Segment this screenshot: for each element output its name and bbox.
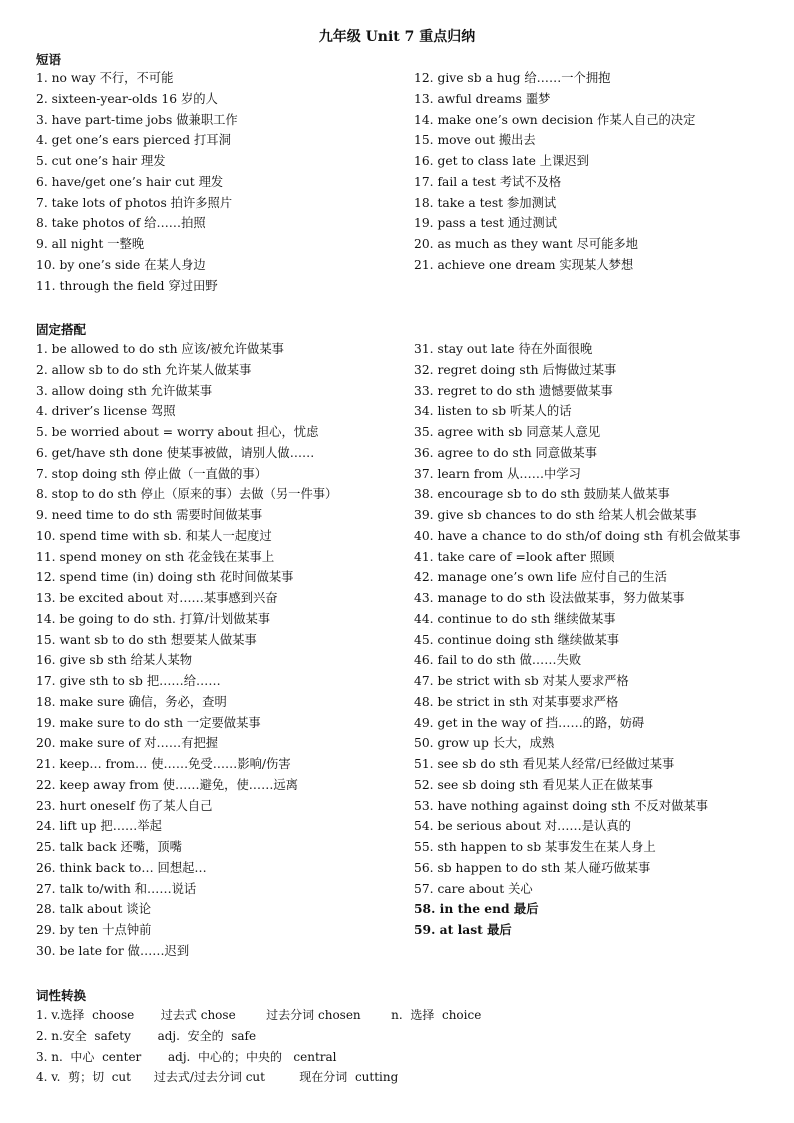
- list-item: 10. spend time with sb. 和某人一起度过: [36, 528, 272, 543]
- list-item: 41. take care of =look after 照顾: [414, 549, 615, 564]
- list-item: 14. make one’s own decision 作某人自己的决定: [414, 112, 696, 127]
- collocations-left-list: [36, 339, 337, 962]
- list-item: 3. allow doing sth 允许做某事: [36, 383, 213, 398]
- list-item: 26. think back to… 回想起…: [36, 860, 207, 875]
- list-item: 35. agree with sb 同意某人意见: [414, 425, 601, 439]
- list-item: 5. cut one’s hair 理发: [36, 154, 166, 168]
- list-item: 16. get to class late 上课迟到: [414, 154, 589, 168]
- list-item: 11. through the field 穿过田野: [36, 278, 218, 293]
- list-item: 16. give sb sth 给某人某物: [36, 653, 193, 668]
- phrases-heading: 短语: [36, 52, 62, 67]
- list-item: 9. all night 一整晚: [36, 237, 145, 251]
- collocations-heading: 固定搭配: [36, 322, 87, 337]
- list-item: 53. have nothing against doing sth 不反对做某事: [414, 798, 708, 813]
- list-item: 21. achieve one dream 实现某人梦想: [414, 257, 634, 272]
- list-item: 19. pass a test 通过测试: [414, 216, 558, 231]
- list-item: 2. sixteen-year-olds 16 岁的人: [36, 91, 218, 106]
- conversion-list: [36, 1005, 481, 1088]
- list-item: 4. get one’s ears pierced 打耳洞: [36, 133, 231, 148]
- list-item: 2. n.安全 safety adj. 安全的 safe: [36, 1028, 257, 1043]
- conversion-heading: 词性转换: [36, 988, 87, 1003]
- list-item: 46. fail to do sth 做……失败: [414, 653, 582, 668]
- list-item: 4. v. 剪；切 cut 过去式/过去分词 cut 现在分词 cutting: [36, 1070, 399, 1085]
- list-item: 2. allow sb to do sth 允许某人做某事: [36, 362, 252, 377]
- list-item: 18. make sure 确信，务必，查明: [36, 694, 227, 709]
- list-item: 44. continue to do sth 继续做某事: [414, 611, 616, 626]
- list-item: 58. in the end 最后: [414, 901, 539, 917]
- list-item: 7. stop doing sth 停止做（一直做的事）: [36, 466, 268, 481]
- list-item: 28. talk about 谈论: [36, 902, 152, 917]
- list-item: 24. lift up 把……举起: [36, 819, 162, 834]
- list-item: 17. fail a test 考试不及格: [414, 174, 562, 189]
- phrases-right-list: [414, 68, 695, 276]
- list-item: 45. continue doing sth 继续做某事: [414, 632, 620, 647]
- list-item: 23. hurt oneself 伤了某人自己: [36, 798, 213, 813]
- list-item: 19. make sure to do sth 一定要做某事: [36, 715, 261, 730]
- list-item: 17. give sth to sb 把……给……: [36, 674, 221, 688]
- list-item: 3. n. 中心 center adj. 中心的；中央的 central: [36, 1049, 337, 1064]
- list-item: 55. sth happen to sb 某事发生在某人身上: [414, 840, 656, 854]
- list-item: 29. by ten 十点钟前: [36, 923, 152, 937]
- collocations-right-list: [414, 339, 741, 941]
- list-item: 59. at last 最后: [414, 922, 512, 937]
- list-item: 52. see sb doing sth 看见某人正在做某事: [414, 777, 653, 792]
- list-item: 49. get in the way of 挡……的路，妨碍: [414, 715, 645, 730]
- list-item: 34. listen to sb 听某人的话: [414, 404, 572, 419]
- list-item: 57. care about 关心: [414, 881, 533, 896]
- list-item: 32. regret doing sth 后悔做过某事: [414, 362, 617, 377]
- list-item: 39. give sb chances to do sth 给某人机会做某事: [414, 508, 697, 522]
- list-item: 12. spend time (in) doing sth 花时间做某事: [36, 570, 294, 585]
- list-item: 22. keep away from 使……避免，使……远离: [36, 777, 298, 792]
- list-item: 10. by one’s side 在某人身边: [36, 257, 206, 272]
- list-item: 15. move out 搬出去: [414, 133, 536, 148]
- list-item: 20. make sure of 对……有把握: [36, 736, 219, 751]
- list-item: 36. agree to do sth 同意做某事: [414, 445, 598, 460]
- list-item: 51. see sb do sth 看见某人经常/已经做过某事: [414, 757, 675, 771]
- list-item: 1. v.选择 choose 过去式 chose 过去分词 chosen n. 选择 choice: [36, 1008, 482, 1022]
- list-item: 47. be strict with sb 对某人要求严格: [414, 674, 629, 688]
- list-item: 38. encourage sb to do sth 鼓励某人做某事: [414, 487, 670, 502]
- list-item: 56. sb happen to do sth 某人碰巧做某事: [414, 860, 651, 875]
- list-item: 8. stop to do sth 停止（原来的事）去做（另一件事）: [36, 487, 338, 502]
- phrases-left-list: [36, 68, 238, 296]
- list-item: 21. keep… from… 使……免受……影响/伤害: [36, 757, 291, 771]
- list-item: 20. as much as they want 尽可能多地: [414, 237, 638, 251]
- list-item: 3. have part-time jobs 做兼职工作: [36, 112, 238, 127]
- list-item: 37. learn from 从……中学习: [414, 466, 581, 481]
- list-item: 54. be serious about 对……是认真的: [414, 819, 631, 834]
- list-item: 14. be going to do sth. 打算/计划做某事: [36, 611, 271, 626]
- list-item: 33. regret to do sth 遗憾要做某事: [414, 383, 613, 398]
- list-item: 11. spend money on sth 花金钱在某事上: [36, 549, 275, 564]
- page-title: 九年级 Unit 7 重点归纳: [318, 29, 476, 45]
- list-item: 8. take photos of 给……拍照: [36, 216, 206, 231]
- list-item: 43. manage to do sth 设法做某事，努力做某事: [414, 591, 685, 605]
- list-item: 13. awful dreams 噩梦: [414, 91, 551, 106]
- list-item: 9. need time to do sth 需要时间做某事: [36, 508, 263, 522]
- list-item: 31. stay out late 待在外面很晚: [414, 342, 593, 356]
- list-item: 18. take a test 参加测试: [414, 195, 557, 210]
- list-item: 4. driver’s license 驾照: [36, 404, 176, 419]
- list-item: 40. have a chance to do sth/of doing sth 有机会做某事: [414, 528, 741, 543]
- list-item: 12. give sb a hug 给……一个拥抱: [414, 71, 611, 85]
- list-item: 13. be excited about 对……某事感到兴奋: [36, 591, 278, 605]
- list-item: 42. manage one’s own life 应付自己的生活: [414, 570, 667, 585]
- list-item: 5. be worried about = worry about 担心，忧虑: [36, 425, 319, 439]
- list-item: 25. talk back 还嘴，顶嘴: [36, 840, 182, 854]
- list-item: 50. grow up 长大，成熟: [414, 736, 555, 751]
- list-item: 30. be late for 做……迟到: [36, 943, 190, 958]
- list-item: 1. no way 不行，不可能: [36, 71, 174, 85]
- list-item: 48. be strict in sth 对某事要求严格: [414, 694, 619, 709]
- list-item: 15. want sb to do sth 想要某人做某事: [36, 632, 257, 647]
- list-item: 6. get/have sth done 使某事被做，请别人做……: [36, 445, 315, 460]
- list-item: 27. talk to/with 和……说话: [36, 881, 197, 896]
- list-item: 7. take lots of photos 拍许多照片: [36, 195, 233, 210]
- list-item: 1. be allowed to do sth 应该/被允许做某事: [36, 342, 284, 356]
- list-item: 6. have/get one’s hair cut 理发: [36, 174, 224, 189]
